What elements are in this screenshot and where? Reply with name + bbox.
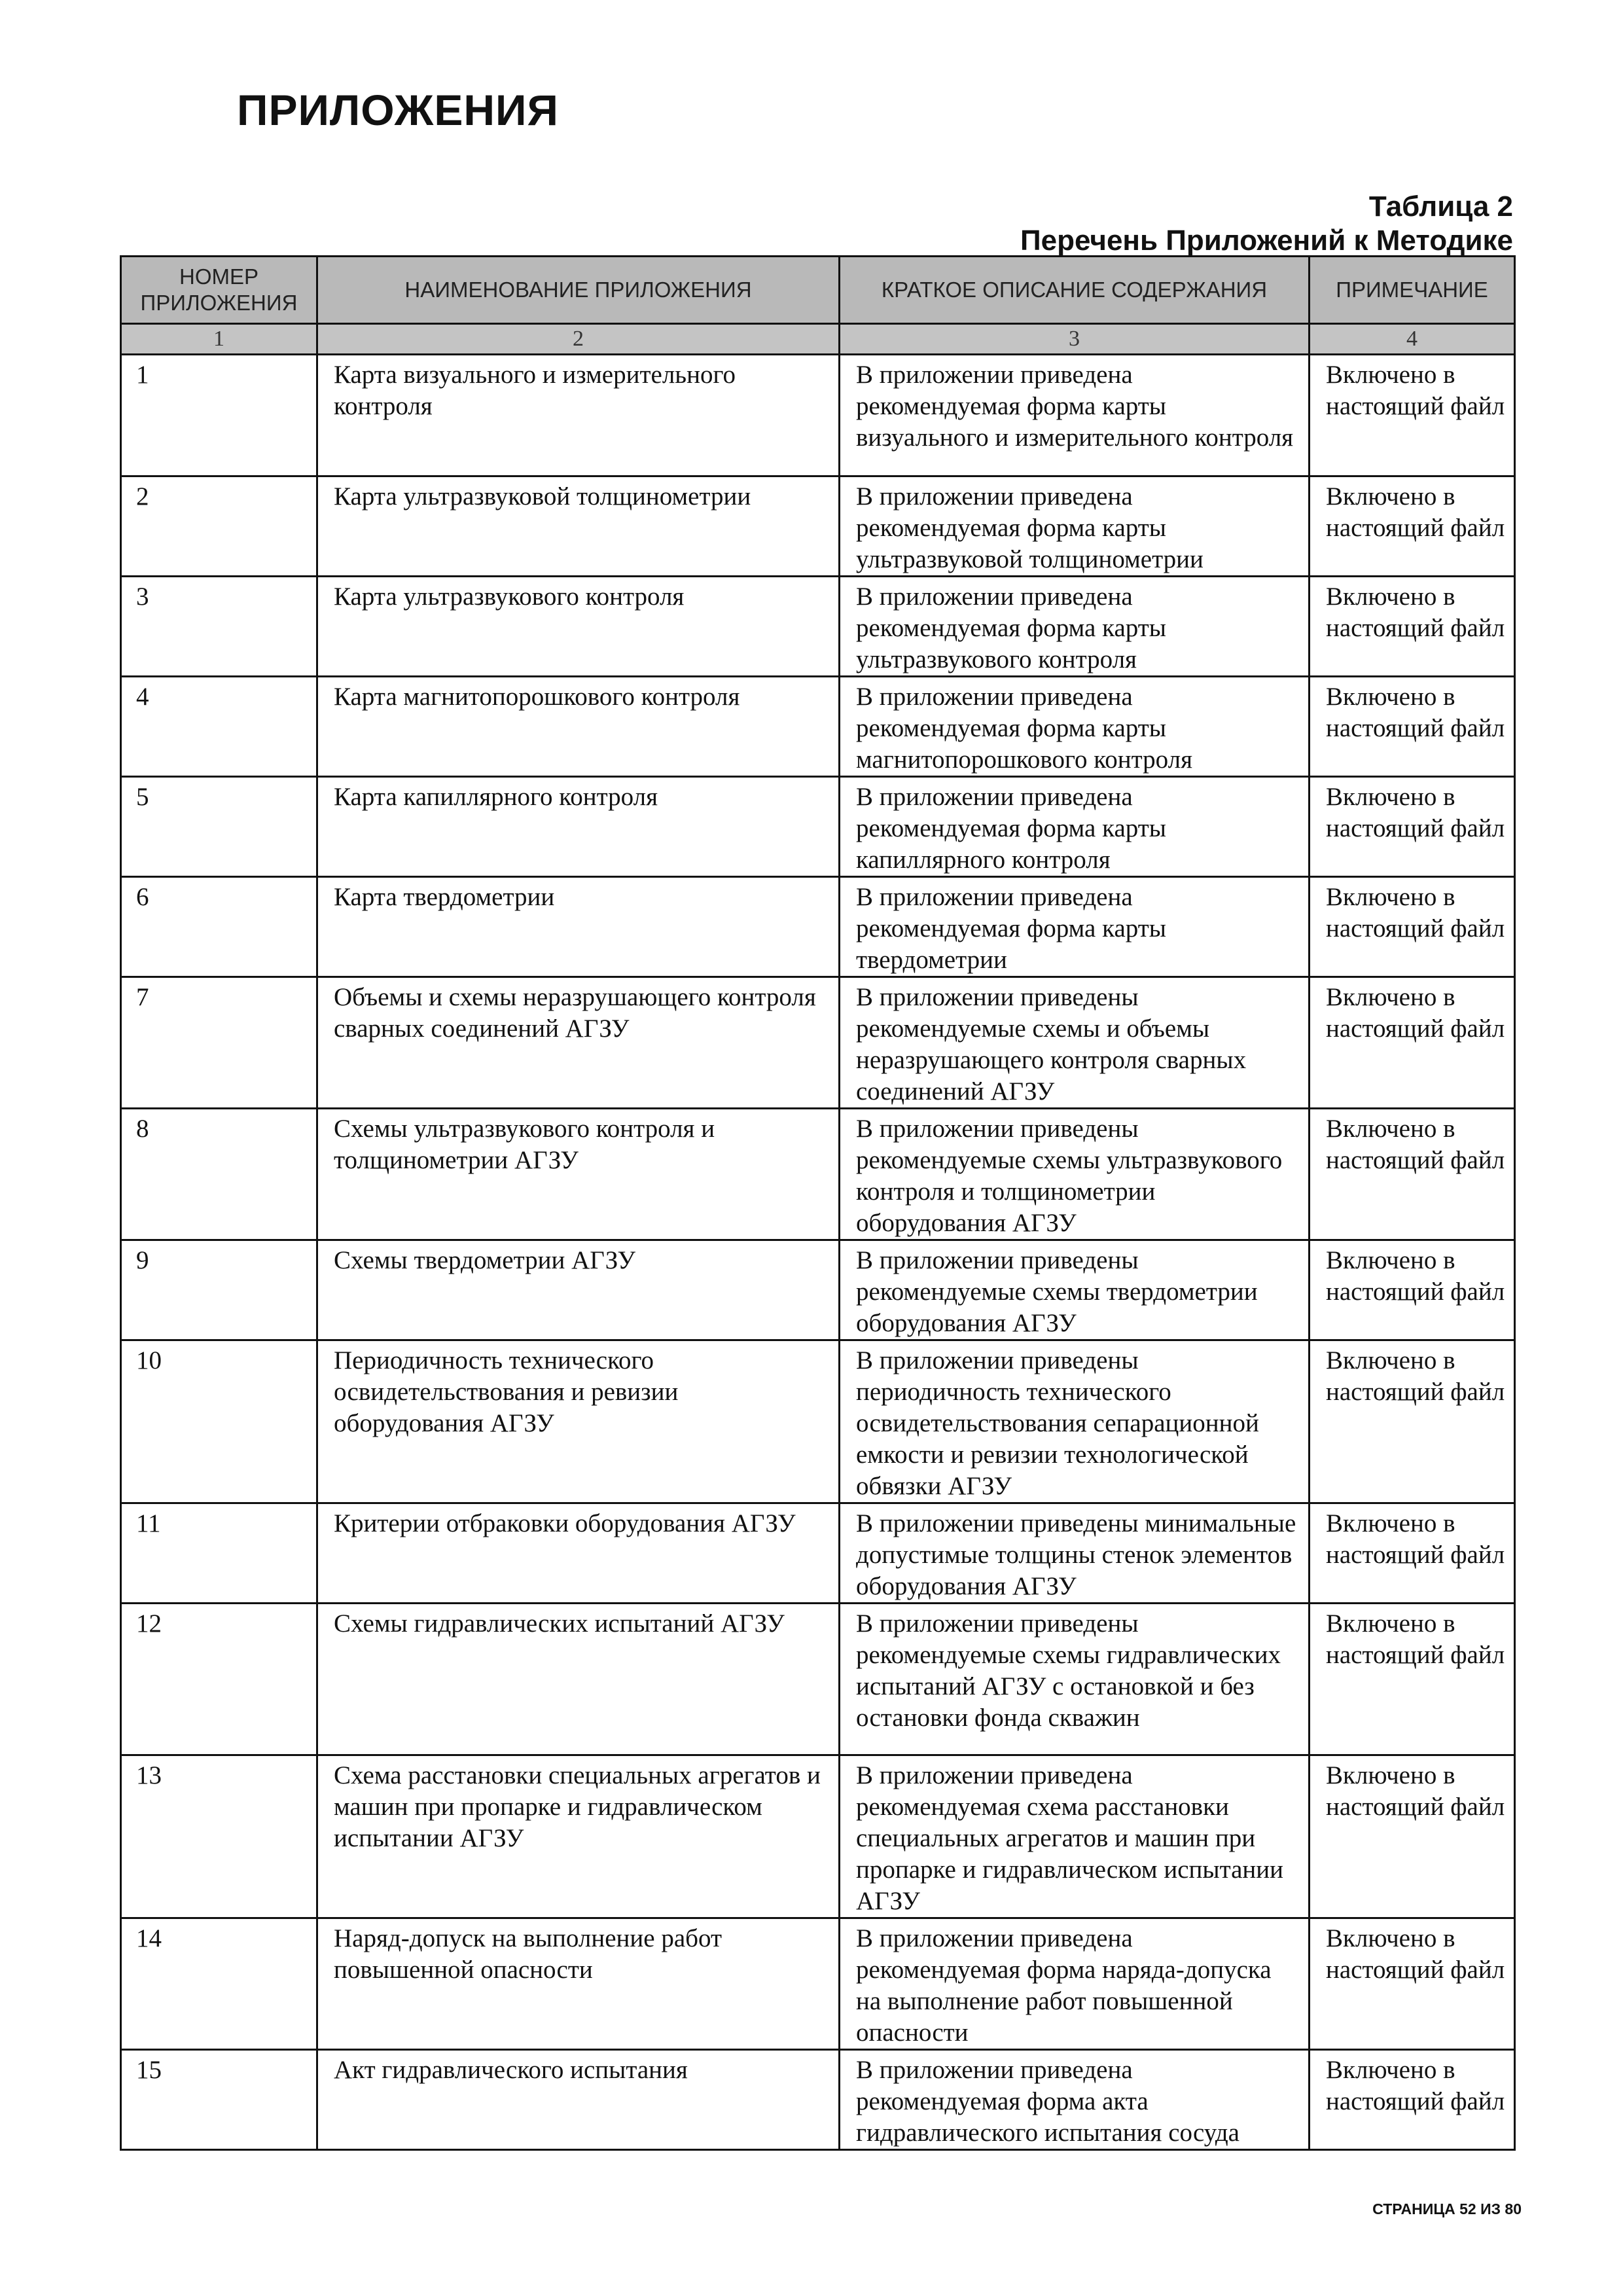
- cell-description: В приложении приведена рекомендуемая форма карты магнитопорошкового контроля: [840, 677, 1310, 777]
- cell-number: 14: [121, 1918, 317, 2050]
- column-number: 3: [840, 324, 1310, 355]
- cell-note: Включено в настоящий файл: [1310, 1918, 1515, 2050]
- cell-note: Включено в настоящий файл: [1310, 1604, 1515, 1755]
- cell-name: Карта ультразвукового контроля: [317, 577, 840, 677]
- cell-description: В приложении приведена рекомендуемая форма карты твердометрии: [840, 877, 1310, 977]
- cell-name: Схемы твердометрии АГЗУ: [317, 1240, 840, 1340]
- cell-name: Карта ультразвуковой толщинометрии: [317, 476, 840, 577]
- table-row: [121, 1503, 1515, 1604]
- column-number: 2: [317, 324, 840, 355]
- cell-note: Включено в настоящий файл: [1310, 1240, 1515, 1340]
- header-row: [121, 257, 1515, 324]
- table-title: Перечень Приложений к Методике: [1020, 224, 1513, 257]
- cell-name: Периодичность технического освидетельствования и ревизии оборудования АГЗУ: [317, 1340, 840, 1503]
- cell-number: 3: [121, 577, 317, 677]
- table-row: [121, 777, 1515, 877]
- cell-number: 2: [121, 476, 317, 577]
- cell-number: 13: [121, 1755, 317, 1918]
- cell-name: Схемы гидравлических испытаний АГЗУ: [317, 1604, 840, 1755]
- cell-description: В приложении приведены рекомендуемые схемы ультразвукового контроля и толщинометрии оборудования АГЗУ: [840, 1109, 1310, 1240]
- cell-description: В приложении приведена рекомендуемая форма акта гидравлического испытания сосуда: [840, 2050, 1310, 2150]
- table-row: [121, 977, 1515, 1109]
- cell-note: Включено в настоящий файл: [1310, 355, 1515, 476]
- cell-number: 15: [121, 2050, 317, 2150]
- cell-description: В приложении приведена рекомендуемая форма карты ультразвукового контроля: [840, 577, 1310, 677]
- column-number-row: [121, 324, 1515, 355]
- cell-note: Включено в настоящий файл: [1310, 1503, 1515, 1604]
- table-row: [121, 476, 1515, 577]
- table-row: [121, 2050, 1515, 2150]
- table-row: [121, 1340, 1515, 1503]
- table-row: [121, 677, 1515, 777]
- cell-number: 5: [121, 777, 317, 877]
- cell-number: 12: [121, 1604, 317, 1755]
- header-description: КРАТКОЕ ОПИСАНИЕ СОДЕРЖАНИЯ: [840, 257, 1310, 324]
- cell-description: В приложении приведена рекомендуемая форма карты ультразвуковой толщинометрии: [840, 476, 1310, 577]
- cell-description: В приложении приведена рекомендуемая схема расстановки специальных агрегатов и машин при пропарке и гидравлическом испытании АГЗУ: [840, 1755, 1310, 1918]
- table-number: Таблица 2: [1368, 190, 1513, 223]
- cell-number: 7: [121, 977, 317, 1109]
- cell-note: Включено в настоящий файл: [1310, 777, 1515, 877]
- cell-note: Включено в настоящий файл: [1310, 977, 1515, 1109]
- page-number: СТРАНИЦА 52 ИЗ 80: [1372, 2200, 1522, 2217]
- cell-number: 1: [121, 355, 317, 476]
- cell-number: 10: [121, 1340, 317, 1503]
- cell-note: Включено в настоящий файл: [1310, 1340, 1515, 1503]
- cell-name: Критерии отбраковки оборудования АГЗУ: [317, 1503, 840, 1604]
- cell-description: В приложении приведены периодичность технического освидетельствования сепарационной емкости и ревизии технологической обвязки АГЗУ: [840, 1340, 1310, 1503]
- cell-name: Схема расстановки специальных агрегатов и машин при пропарке и гидравлическом испытании АГЗУ: [317, 1755, 840, 1918]
- table-row: [121, 355, 1515, 476]
- cell-name: Наряд-допуск на выполнение работ повышенной опасности: [317, 1918, 840, 2050]
- header-number: НОМЕР ПРИЛОЖЕНИЯ: [121, 257, 317, 324]
- cell-name: Акт гидравлического испытания: [317, 2050, 840, 2150]
- table-row: [121, 877, 1515, 977]
- table-caption: [1020, 190, 1513, 258]
- cell-name: Карта визуального и измерительного контроля: [317, 355, 840, 476]
- page-title: ПРИЛОЖЕНИЯ: [237, 86, 559, 134]
- cell-number: 6: [121, 877, 317, 977]
- cell-note: Включено в настоящий файл: [1310, 877, 1515, 977]
- cell-note: Включено в настоящий файл: [1310, 2050, 1515, 2150]
- cell-number: 4: [121, 677, 317, 777]
- cell-note: Включено в настоящий файл: [1310, 677, 1515, 777]
- cell-note: Включено в настоящий файл: [1310, 1109, 1515, 1240]
- appendix-table: [120, 255, 1516, 2151]
- cell-number: 8: [121, 1109, 317, 1240]
- table-row: [121, 1240, 1515, 1340]
- cell-description: В приложении приведены рекомендуемые схемы и объемы неразрушающего контроля сварных соединений АГЗУ: [840, 977, 1310, 1109]
- cell-note: Включено в настоящий файл: [1310, 476, 1515, 577]
- header-name: НАИМЕНОВАНИЕ ПРИЛОЖЕНИЯ: [317, 257, 840, 324]
- cell-description: В приложении приведены рекомендуемые схемы твердометрии оборудования АГЗУ: [840, 1240, 1310, 1340]
- cell-number: 9: [121, 1240, 317, 1340]
- table-row: [121, 1109, 1515, 1240]
- header-note: ПРИМЕЧАНИЕ: [1310, 257, 1515, 324]
- cell-description: В приложении приведена рекомендуемая форма карты капиллярного контроля: [840, 777, 1310, 877]
- table-row: [121, 1604, 1515, 1755]
- cell-description: В приложении приведены рекомендуемые схемы гидравлических испытаний АГЗУ с остановкой и без остановки фонда скважин: [840, 1604, 1310, 1755]
- cell-name: Схемы ультразвукового контроля и толщинометрии АГЗУ: [317, 1109, 840, 1240]
- table-row: [121, 577, 1515, 677]
- column-number: 4: [1310, 324, 1515, 355]
- cell-name: Объемы и схемы неразрушающего контроля сварных соединений АГЗУ: [317, 977, 840, 1109]
- cell-note: Включено в настоящий файл: [1310, 577, 1515, 677]
- cell-name: Карта магнитопорошкового контроля: [317, 677, 840, 777]
- cell-name: Карта капиллярного контроля: [317, 777, 840, 877]
- table-row: [121, 1918, 1515, 2050]
- cell-description: В приложении приведена рекомендуемая форма карты визуального и измерительного контроля: [840, 355, 1310, 476]
- cell-description: В приложении приведена рекомендуемая форма наряда-допуска на выполнение работ повышенной опасности: [840, 1918, 1310, 2050]
- cell-number: 11: [121, 1503, 317, 1604]
- cell-description: В приложении приведены минимальные допустимые толщины стенок элементов оборудования АГЗУ: [840, 1503, 1310, 1604]
- cell-name: Карта твердометрии: [317, 877, 840, 977]
- column-number: 1: [121, 324, 317, 355]
- table-row: [121, 1755, 1515, 1918]
- cell-note: Включено в настоящий файл: [1310, 1755, 1515, 1918]
